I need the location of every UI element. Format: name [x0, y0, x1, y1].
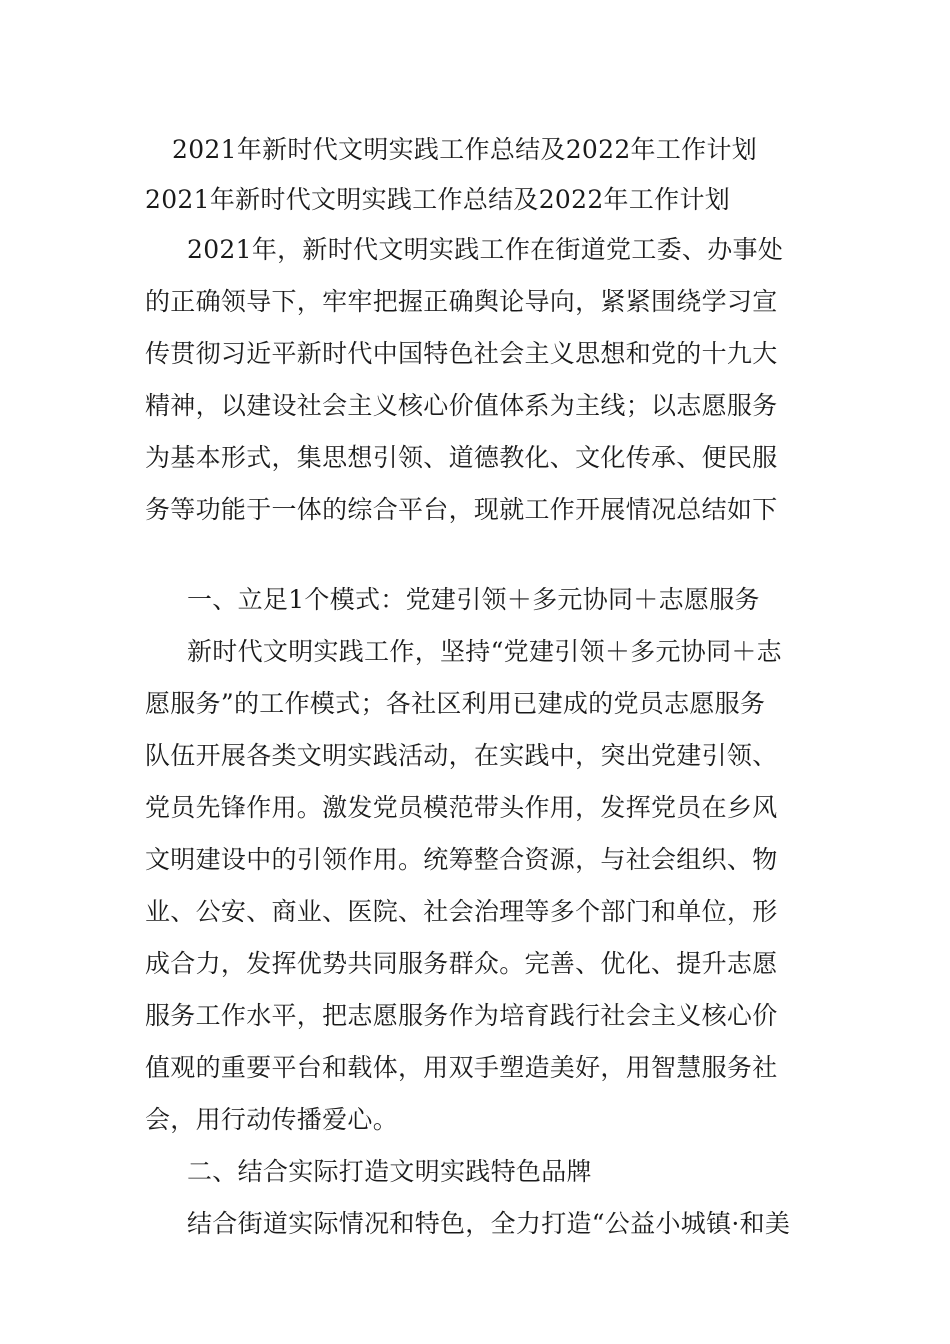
- document-title: 2021年新时代文明实践工作总结及2022年工作计划: [172, 135, 758, 164]
- section2-paragraph-line: 结合街道实际情况和特色，全力打造“公益小城镇·和美: [187, 1209, 791, 1238]
- intro-paragraph-line: 精神，以建设社会主义核心价值体系为主线；以志愿服务: [145, 391, 778, 420]
- intro-paragraph-line: 传贯彻习近平新时代中国特色社会主义思想和党的十九大: [145, 339, 778, 368]
- section-heading-2: 二、结合实际打造文明实践特色品牌: [187, 1157, 592, 1186]
- section1-paragraph-line: 新时代文明实践工作，坚持“党建引领＋多元协同＋志: [187, 637, 782, 666]
- section1-paragraph-line: 党员先锋作用。激发党员模范带头作用，发挥党员在乡风: [145, 793, 778, 822]
- section1-paragraph-line: 队伍开展各类文明实践活动，在实践中，突出党建引领、: [145, 741, 778, 770]
- intro-paragraph-line: 为基本形式，集思想引领、道德教化、文化传承、便民服: [145, 443, 778, 472]
- section1-paragraph-line: 文明建设中的引领作用。统筹整合资源，与社会组织、物: [145, 845, 778, 874]
- section1-paragraph-line: 成合力，发挥优势共同服务群众。完善、优化、提升志愿: [145, 949, 778, 978]
- section-heading-1: 一、立足1个模式：党建引领＋多元协同＋志愿服务: [187, 585, 760, 614]
- section1-paragraph-line: 业、公安、商业、医院、社会治理等多个部门和单位，形: [145, 897, 778, 926]
- intro-paragraph-line: 的正确领导下，牢牢把握正确舆论导向，紧紧围绕学习宣: [145, 287, 778, 316]
- section1-paragraph-line: 值观的重要平台和载体，用双手塑造美好，用智慧服务社: [145, 1053, 778, 1082]
- section1-paragraph-line: 服务工作水平，把志愿服务作为培育践行社会主义核心价: [145, 1001, 778, 1030]
- intro-paragraph-line: 务等功能于一体的综合平台，现就工作开展情况总结如下: [145, 495, 778, 524]
- section1-paragraph-line: 愿服务”的工作模式；各社区利用已建成的党员志愿服务: [145, 689, 766, 718]
- document-title-repeat: 2021年新时代文明实践工作总结及2022年工作计划: [145, 185, 731, 214]
- section1-paragraph-line: 会，用行动传播爱心。: [145, 1105, 399, 1134]
- intro-paragraph-line: 2021年，新时代文明实践工作在街道党工委、办事处: [187, 235, 784, 264]
